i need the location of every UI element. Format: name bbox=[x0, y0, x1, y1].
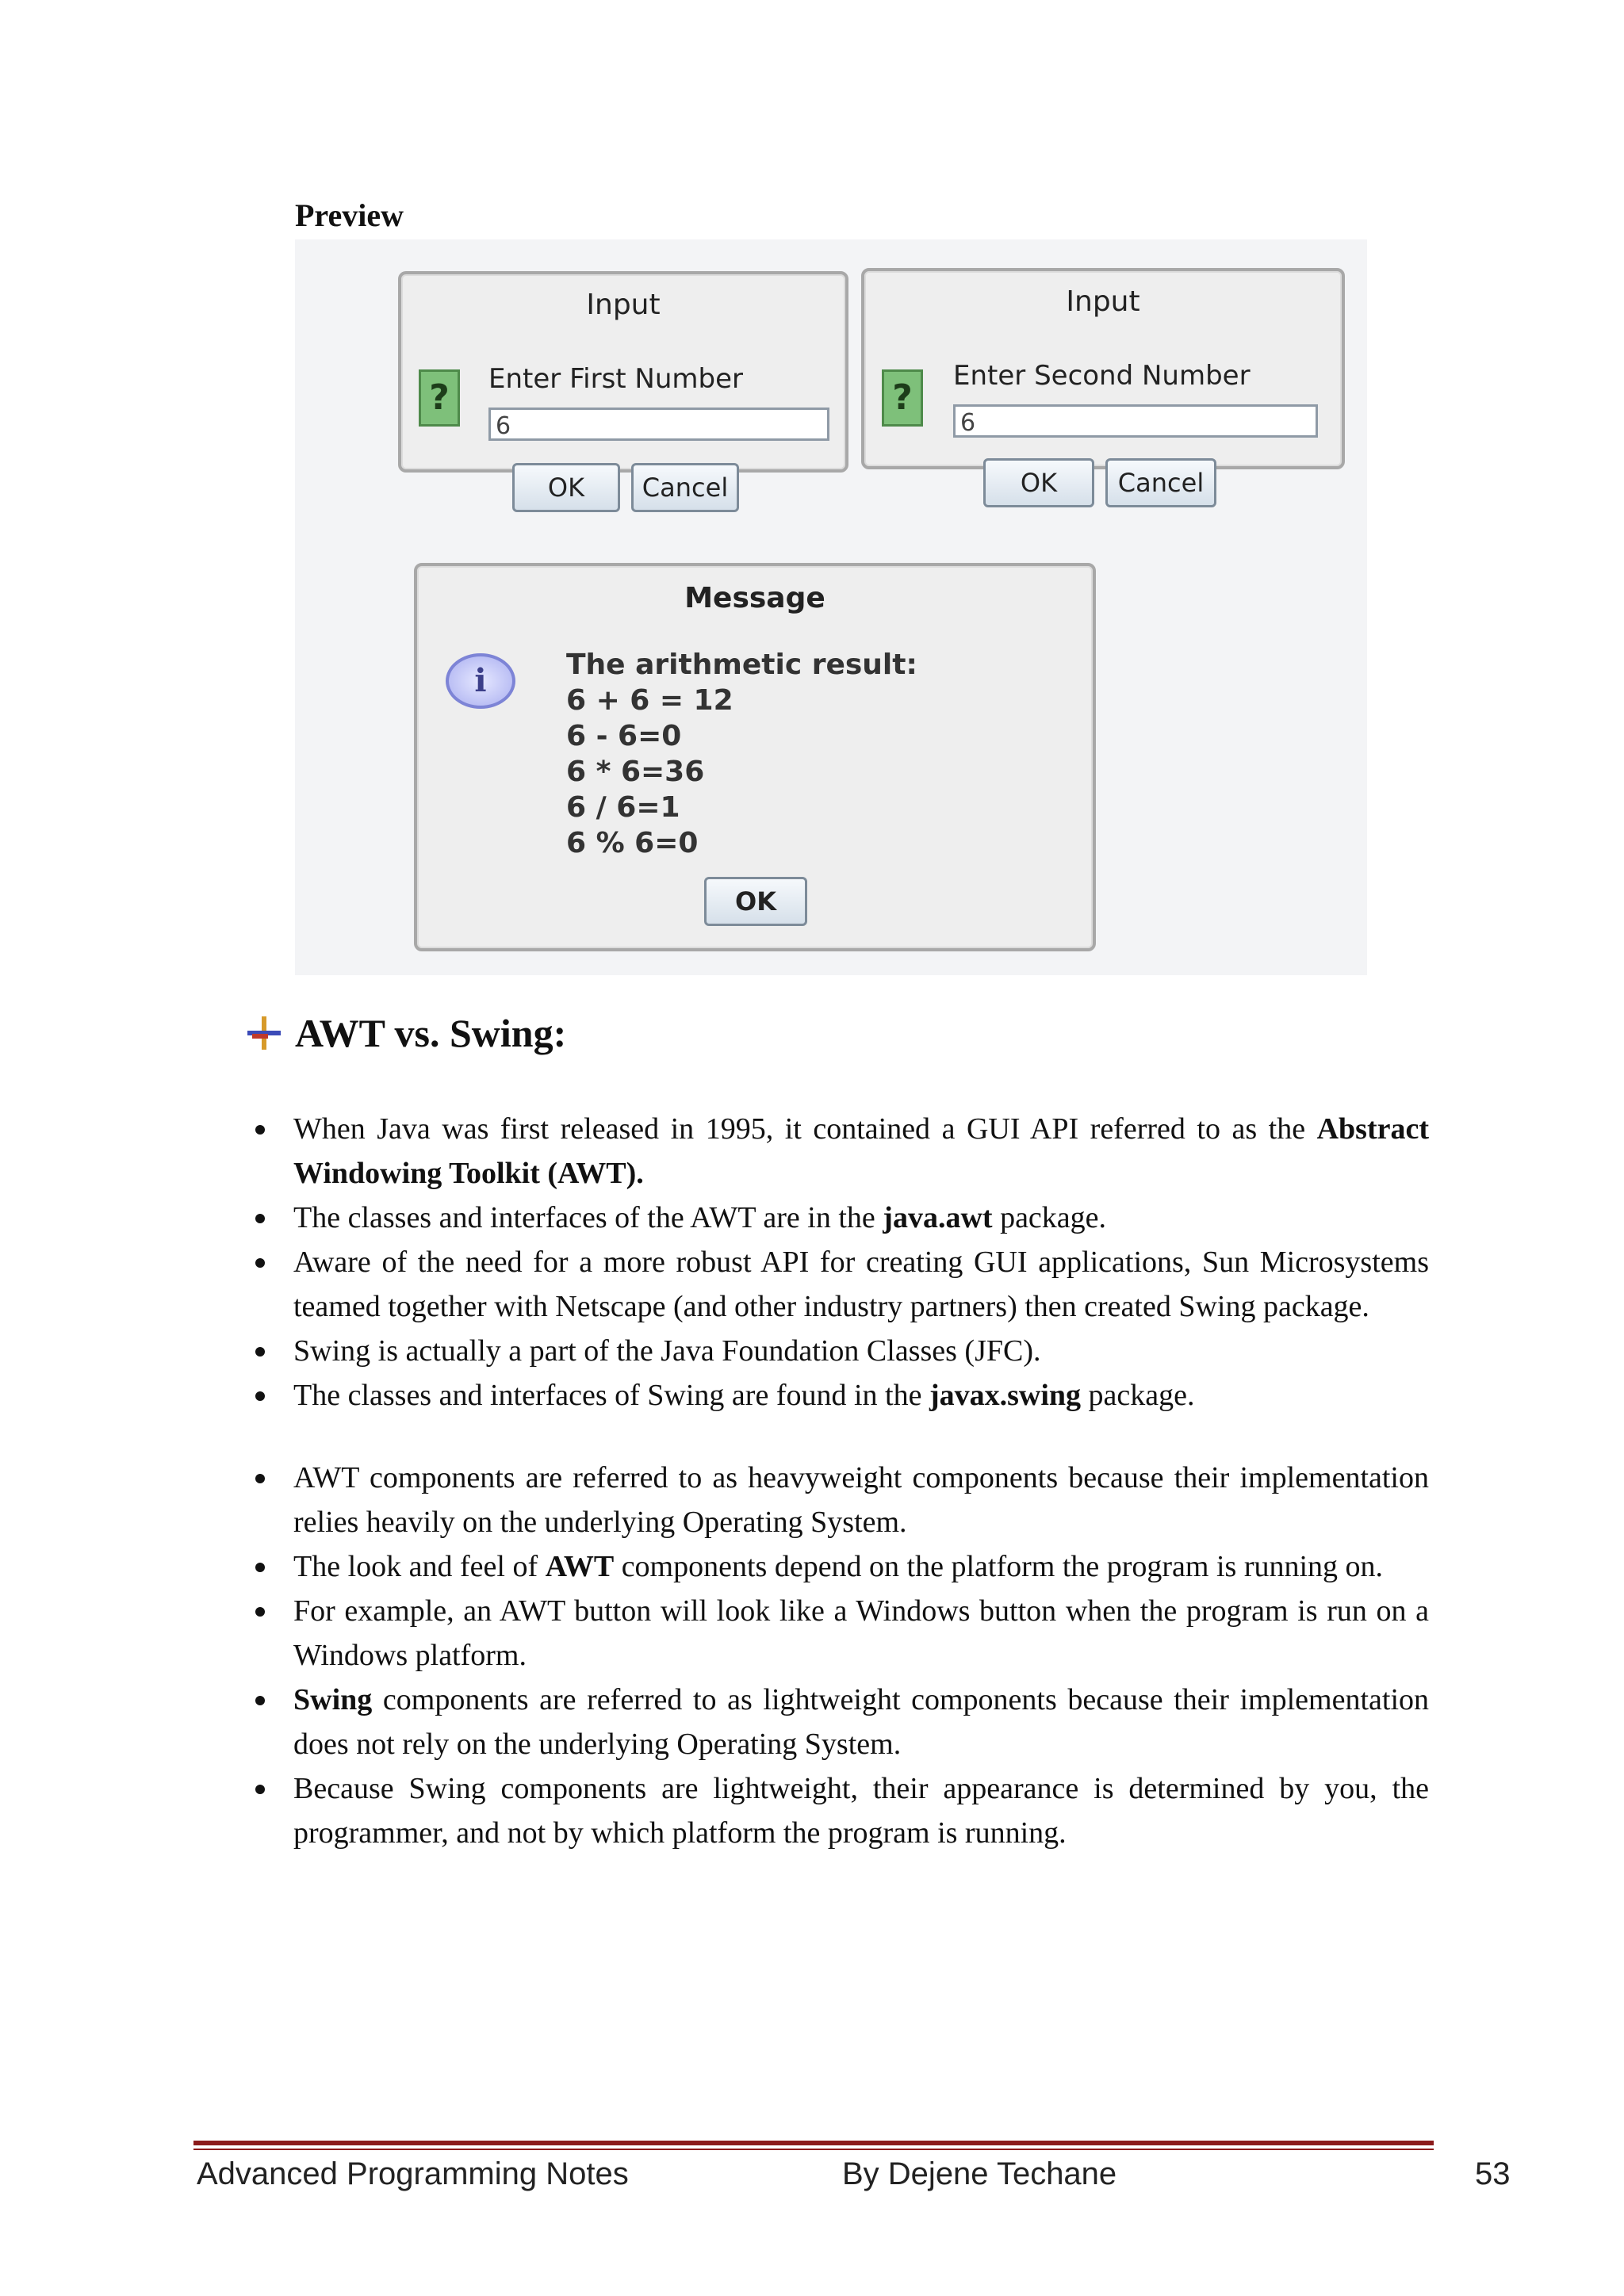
dialog-title: Input bbox=[1066, 285, 1140, 318]
text: The look and feel of bbox=[293, 1550, 546, 1583]
input-dialog-second bbox=[861, 268, 1345, 498]
prompt-label: Enter First Number bbox=[488, 363, 744, 395]
bold-text: AWT bbox=[545, 1550, 615, 1583]
message-dialog bbox=[414, 563, 1096, 951]
prompt-label: Enter Second Number bbox=[953, 360, 1251, 392]
first-number-input[interactable]: 6 bbox=[488, 408, 829, 441]
text: The classes and interfaces of the AWT are in the bbox=[293, 1201, 883, 1234]
footer-rule bbox=[193, 2149, 1434, 2150]
message-line: 6 + 6 = 12 bbox=[566, 684, 733, 717]
footer-rule bbox=[193, 2141, 1434, 2145]
input-dialog-first bbox=[398, 271, 848, 503]
footer-author: By Dejene Techane bbox=[842, 2156, 1117, 2191]
bullet-list bbox=[293, 1107, 1429, 1855]
preview-label: Preview bbox=[295, 197, 404, 233]
info-icon: i bbox=[446, 653, 515, 709]
page-number: 53 bbox=[1475, 2156, 1511, 2191]
ok-button[interactable]: OK bbox=[512, 463, 620, 512]
text: For example, an AWT button will look like a Windows button when the program is run on a Windows platform. bbox=[293, 1594, 1429, 1672]
bold-text: Swing bbox=[293, 1683, 373, 1716]
question-icon: ? bbox=[419, 369, 460, 427]
bold-text: Abstract Windowing Toolkit (AWT). bbox=[293, 1112, 1429, 1190]
message-line: 6 % 6=0 bbox=[566, 827, 699, 859]
message-text bbox=[566, 647, 917, 861]
second-number-input[interactable]: 6 bbox=[953, 404, 1318, 438]
list-item bbox=[293, 1329, 1429, 1373]
footer-title: Advanced Programming Notes bbox=[197, 2156, 629, 2191]
text: components are referred to as lightweight components because their implementation does not rely on the underlying Operating System. bbox=[293, 1683, 1429, 1761]
message-line: 6 - 6=0 bbox=[566, 720, 682, 752]
list-item bbox=[293, 1678, 1429, 1766]
dialog-title: Input bbox=[586, 289, 661, 321]
bold-text: java.awt bbox=[883, 1201, 993, 1234]
list-item bbox=[293, 1373, 1429, 1418]
section-heading: AWT vs. Swing: bbox=[295, 1011, 567, 1055]
cancel-button[interactable]: Cancel bbox=[1105, 458, 1216, 507]
question-icon: ? bbox=[882, 369, 923, 427]
text: When Java was first released in 1995, it contained a GUI API referred to as the bbox=[293, 1112, 1317, 1146]
ok-button[interactable]: OK bbox=[704, 877, 807, 926]
text: package. bbox=[992, 1201, 1107, 1234]
text: Aware of the need for a more robust API for creating GUI applications, Sun Microsystems teamed together with Netscape (and other industry partners) then created Swing package. bbox=[293, 1246, 1429, 1323]
cancel-button[interactable]: Cancel bbox=[631, 463, 739, 512]
text: components depend on the platform the program is running on. bbox=[614, 1550, 1384, 1583]
text: Swing is actually a part of the Java Foundation Classes (JFC). bbox=[293, 1334, 1041, 1368]
text: package. bbox=[1081, 1379, 1195, 1412]
list-item bbox=[293, 1766, 1429, 1855]
list-item bbox=[293, 1456, 1429, 1544]
spacer bbox=[293, 1418, 1429, 1456]
list-item bbox=[293, 1196, 1429, 1240]
ok-button[interactable]: OK bbox=[983, 458, 1094, 507]
list-item bbox=[293, 1107, 1429, 1196]
text: Because Swing components are lightweight, their appearance is determined by you, the programmer, and not by which platform the program is running. bbox=[293, 1772, 1429, 1850]
text: AWT components are referred to as heavyweight components because their implementation relies heavily on the underlying Operating System. bbox=[293, 1461, 1429, 1539]
message-line: The arithmetic result: bbox=[566, 649, 917, 681]
bold-text: javax.swing bbox=[929, 1379, 1082, 1412]
message-line: 6 * 6=36 bbox=[566, 756, 705, 788]
text: The classes and interfaces of Swing are found in the bbox=[293, 1379, 929, 1412]
list-item bbox=[293, 1589, 1429, 1678]
dialog-title: Message bbox=[684, 582, 825, 614]
list-item bbox=[293, 1544, 1429, 1589]
section-bullet-icon bbox=[246, 1015, 282, 1051]
message-line: 6 / 6=1 bbox=[566, 791, 680, 824]
list-item bbox=[293, 1240, 1429, 1329]
preview-figure bbox=[295, 239, 1367, 975]
